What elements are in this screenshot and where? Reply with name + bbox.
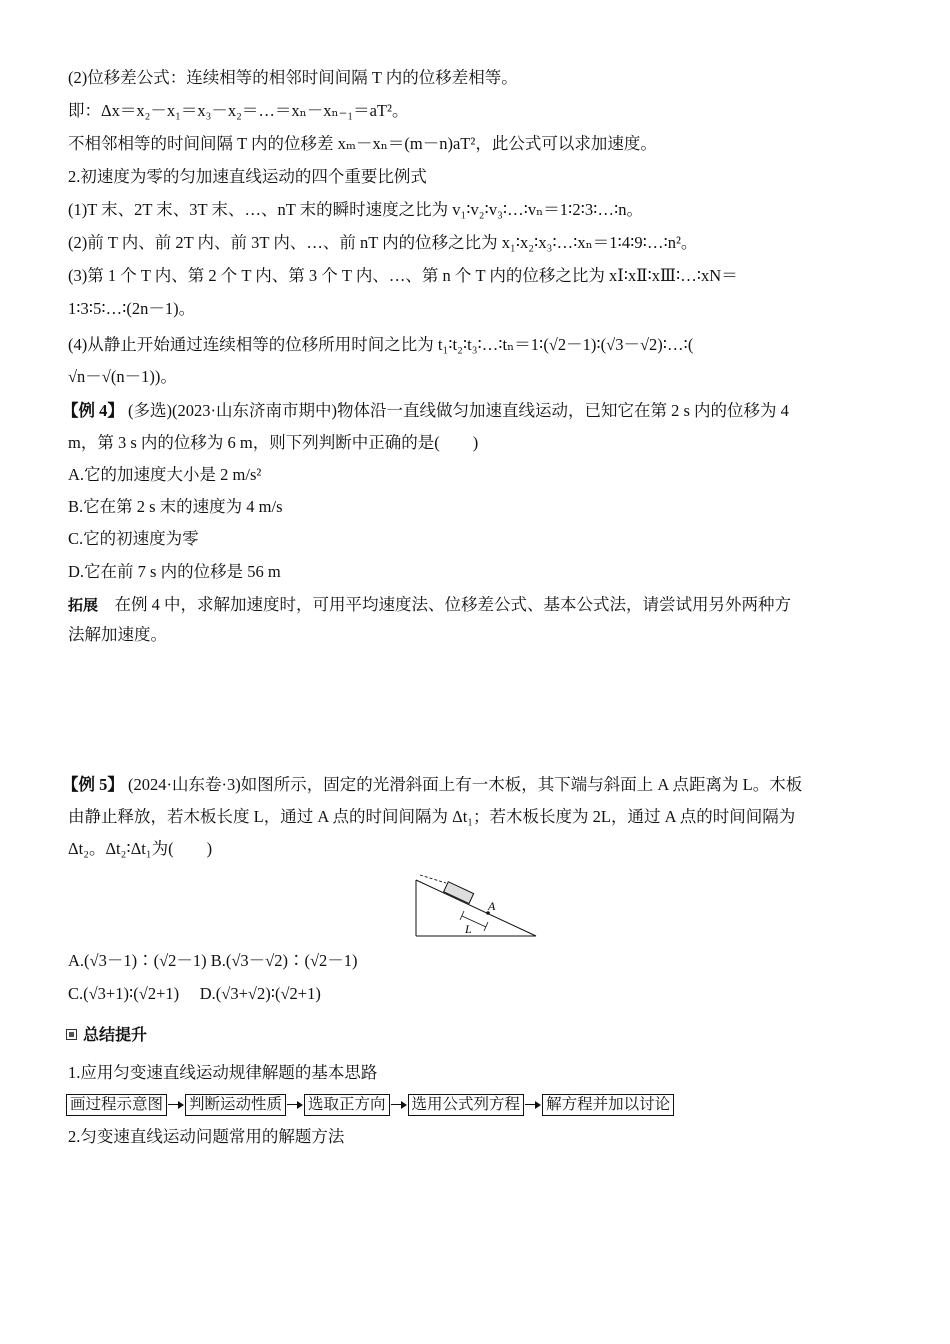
example-5-stem-line-1 — [62, 774, 802, 796]
example-4-option-a: A.它的加速度大小是 2 m/s² — [68, 465, 262, 484]
summary-heading — [66, 1024, 147, 1046]
ratio-3-line-2: 1∶3∶5∶…∶(2n－1)。 — [68, 299, 196, 318]
figure-label-l: L — [465, 922, 472, 936]
example-4-tag: 【例 4】 — [62, 401, 124, 420]
ratio-4-line-1: (4)从静止开始通过连续相等的位移所用时间之比为 t₁∶t₂∶t₃∶…∶tₙ＝1∶(√2－1)∶(√3－√2)∶…∶( — [68, 335, 694, 354]
flow-arrow-icon — [167, 1100, 185, 1110]
example-4-stem-line-1 — [62, 400, 789, 422]
summary-point-1: 1.应用匀变速直线运动规律解题的基本思路 — [68, 1063, 378, 1082]
summary-square-icon — [66, 1029, 77, 1040]
example-5-options-row-2: C.(√3+1)∶(√2+1) D.(√3+√2)∶(√2+1) — [68, 984, 321, 1003]
flow-step-5: 解方程并加以讨论 — [542, 1094, 674, 1116]
example-5-stem-text: (2024·山东卷·3)如图所示，固定的光滑斜面上有一木板，其下端与斜面上 A 点距离为 L。木板 — [123, 775, 803, 794]
extension-line-2: 法解加速度。 — [68, 625, 167, 644]
example-5-tag: 【例 5】 — [62, 775, 124, 794]
summary-title: 总结提升 — [83, 1025, 148, 1044]
flow-step-3: 选取正方向 — [304, 1094, 390, 1116]
flow-step-2: 判断运动性质 — [185, 1094, 286, 1116]
example-4-option-b: B.它在第 2 s 末的速度为 4 m/s — [68, 497, 283, 516]
example-4-option-d: D.它在前 7 s 内的位移是 56 m — [68, 562, 281, 581]
flow-arrow-icon — [524, 1100, 542, 1110]
ratio-3-line-1: (3)第 1 个 T 内、第 2 个 T 内、第 3 个 T 内、…、第 n 个 T 内的位移之比为 xⅠ∶xⅡ∶xⅢ∶…∶xN＝ — [68, 266, 738, 285]
ratio-1: (1)T 末、2T 末、3T 末、…、nT 末的瞬时速度之比为 v₁∶v₂∶v₃∶…∶vₙ＝1∶2∶3∶…∶n。 — [68, 200, 643, 219]
solution-flowchart — [66, 1093, 674, 1117]
ratio-2: (2)前 T 内、前 2T 内、前 3T 内、…、前 nT 内的位移之比为 x₁∶x₂∶x₃∶…∶xₙ＝1∶4∶9∶…∶n²。 — [68, 233, 698, 252]
example-5-stem-line-3: Δt₂。Δt₂∶Δt₁为( ) — [68, 839, 213, 858]
flow-arrow-icon — [390, 1100, 408, 1110]
figure-label-a: A — [488, 899, 496, 913]
formula-title: (2)位移差公式：连续相等的相邻时间间隔 T 内的位移差相等。 — [68, 68, 518, 87]
flow-arrow-icon — [286, 1100, 304, 1110]
example-4-option-c: C.它的初速度为零 — [68, 529, 199, 548]
example-5-stem-line-2: 由静止释放，若木板长度 L，通过 A 点的时间间隔为 Δt₁；若木板长度为 2L，通过 A 点的时间间隔为 — [68, 807, 796, 826]
nonadjacent-formula: 不相邻相等的时间间隔 T 内的位移差 xₘ－xₙ＝(m－n)aT²，此公式可以求加速度。 — [68, 134, 657, 153]
summary-point-2: 2.匀变速直线运动问题常用的解题方法 — [68, 1127, 345, 1146]
example-4-stem-line-2: m，第 3 s 内的位移为 6 m，则下列判断中正确的是( ) — [68, 433, 479, 452]
extension-line-1 — [68, 594, 791, 616]
extension-tag: 拓展 — [68, 596, 99, 614]
flow-step-4: 选用公式列方程 — [408, 1094, 525, 1116]
example-5-options-row-1: A.(√3－1)∶(√2－1) B.(√3－√2)∶(√2－1) — [68, 951, 358, 970]
flow-step-1: 画过程示意图 — [66, 1094, 167, 1116]
incline-slope — [416, 880, 536, 936]
extension-text: 在例 4 中，求解加速度时，可用平均速度法、位移差公式、基本公式法，请尝试用另外两种方 — [98, 595, 792, 614]
example-4-stem-text: (多选)(2023·山东济南市期中)物体沿一直线做匀加速直线运动，已知它在第 2 s 内的位移为 4 — [123, 401, 789, 420]
ratios-title: 2.初速度为零的匀加速直线运动的四个重要比例式 — [68, 167, 427, 186]
formula-line: 即：Δx＝x₂－x₁＝x₃－x₂＝…＝xₙ－xₙ₋₁＝aT²。 — [68, 101, 409, 120]
plank-path-dashed — [420, 875, 446, 883]
ratio-4-line-2: √n－√(n－1))。 — [68, 367, 177, 386]
incline-figure — [410, 870, 542, 940]
distance-l-tick-left — [460, 911, 464, 920]
